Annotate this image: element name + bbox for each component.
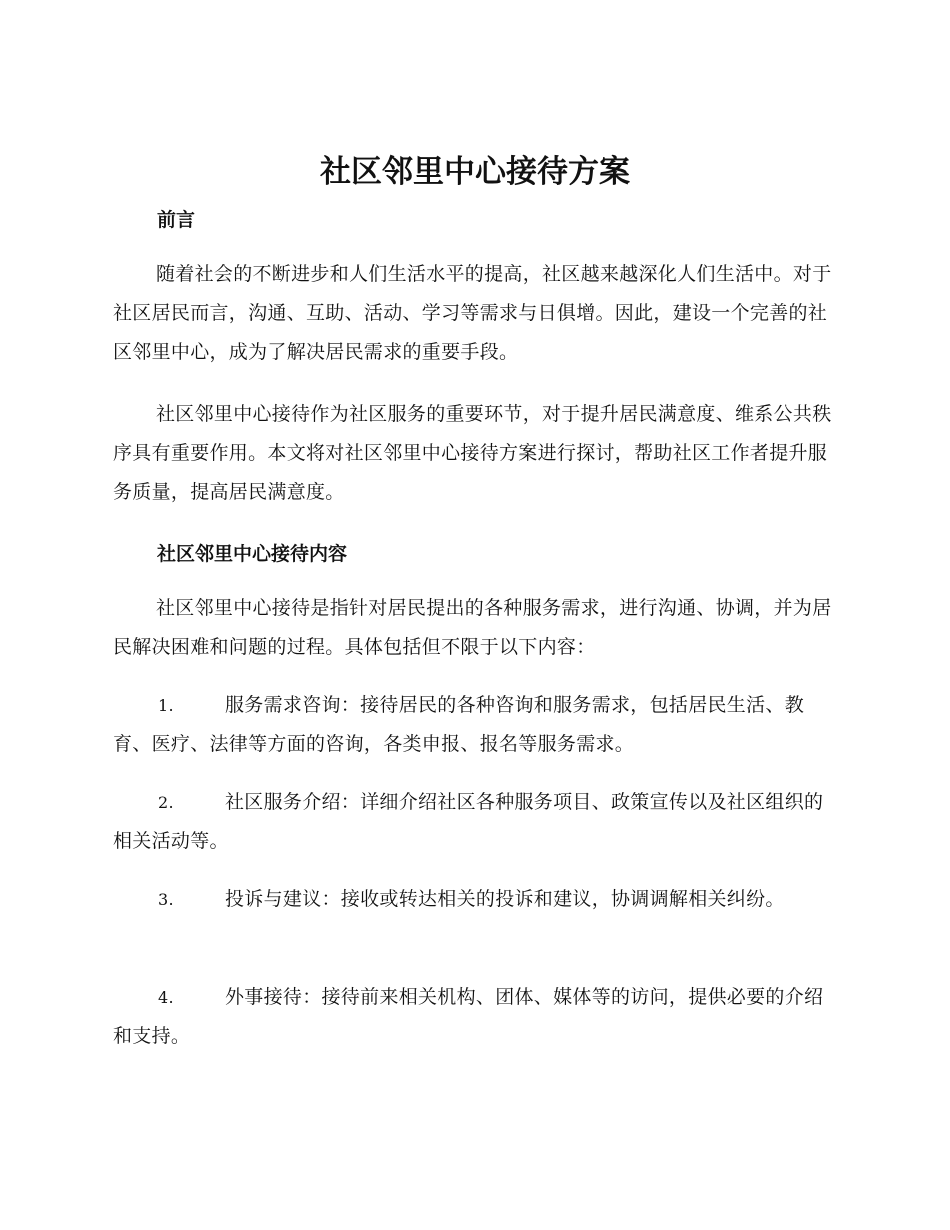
list-item-text: 投诉与建议：接收或转达相关的投诉和建议，协调调解相关纠纷。: [225, 888, 785, 910]
list-item: [113, 686, 837, 764]
list-item: [113, 880, 837, 919]
list-item-text: 服务需求咨询：接待居民的各种咨询和服务需求，包括居民生活、教育、医疗、法律等方面的咨询，各类申报、报名等服务需求。: [113, 694, 805, 755]
content-section-intro: 社区邻里中心接待是指针对居民提出的各种服务需求，进行沟通、协调，并为居民解决困难和问题的过程。具体包括但不限于以下内容：: [113, 597, 832, 658]
preface-paragraph-2: 社区邻里中心接待作为社区服务的重要环节，对于提升居民满意度、维系公共秩序具有重要作用。本文将对社区邻里中心接待方案进行探讨，帮助社区工作者提升服务质量，提高居民满意度。: [113, 403, 832, 503]
document-title: 社区邻里中心接待方案: [320, 154, 630, 190]
preface-paragraph-1: 随着社会的不断进步和人们生活水平的提高，社区越来越深化人们生活中。对于社区居民而言，沟通、互助、活动、学习等需求与日俱增。因此，建设一个完善的社区邻里中心，成为了解决居民需求的重要手段。: [113, 263, 832, 363]
list-item-number: 3.: [158, 890, 174, 909]
list-item-text: 外事接待：接待前来相关机构、团体、媒体等的访问，提供必要的介绍和支持。: [113, 986, 824, 1047]
list-item: [113, 978, 837, 1056]
preface-heading: 前言: [157, 209, 196, 231]
list-item-text: 社区服务介绍：详细介绍社区各种服务项目、政策宣传以及社区组织的相关活动等。: [113, 791, 824, 852]
content-section-heading: 社区邻里中心接待内容: [157, 543, 348, 565]
list-item-number: 4.: [158, 988, 174, 1007]
list-item: [113, 783, 837, 861]
list-item-number: 2.: [158, 793, 174, 812]
list-item-number: 1.: [158, 696, 174, 715]
